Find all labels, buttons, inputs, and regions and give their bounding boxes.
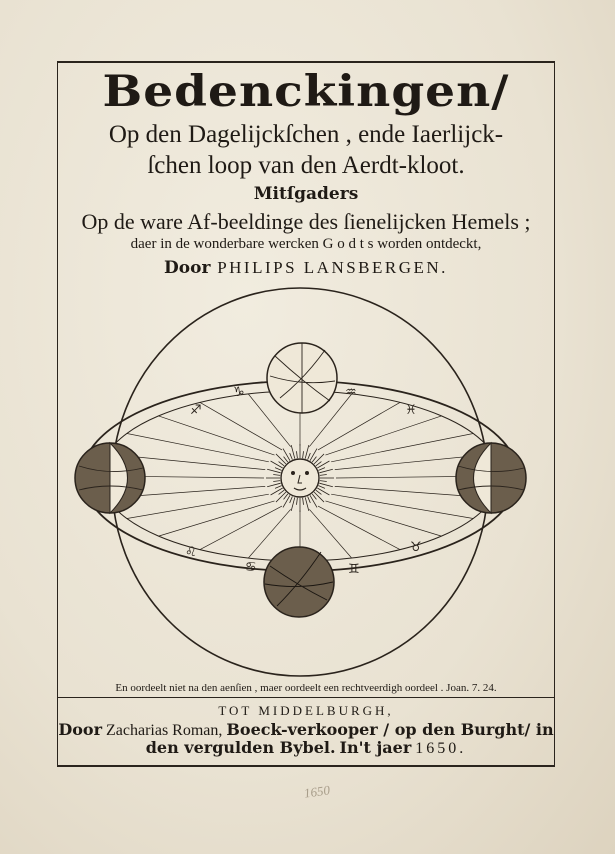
page-title: Bedenckingen/	[102, 66, 510, 117]
subtitle-line-4: daer in de wonderbare wercken G o d t s worden ontdeckt,	[130, 236, 482, 252]
zodiac-cancer-icon: ♋	[245, 560, 257, 575]
author-name: PHILIPS LANSBERGEN.	[217, 258, 448, 277]
earth-orbit-engraving	[65, 286, 551, 678]
bottom-rule	[57, 765, 555, 767]
zodiac-gemini-icon: ♊	[348, 562, 360, 577]
globe-top-icon	[267, 343, 337, 413]
author-prefix: Door	[164, 258, 211, 278]
imprint-sign-name: den vergulden Bybel.	[145, 738, 336, 757]
subtitle-line-3: Op de ware Af-beeldinge des ſienelijcken Hemels ;	[81, 209, 531, 234]
globe-right-icon	[456, 443, 526, 513]
zodiac-taurus-icon: ♉	[410, 540, 422, 555]
mitsgaders-heading: Mitſgaders	[253, 184, 359, 204]
zodiac-capricorn-icon: ♑	[233, 385, 245, 400]
scripture-quote: En oordeelt niet na den aenſien , maer oordeelt een rechtveerdigh oordeel . Joan. 7. 24.	[115, 682, 497, 694]
imprint-place: TOT MIDDELBURGH,	[218, 703, 394, 718]
imprint-year-prefix: In't jaer	[339, 738, 412, 757]
subtitle-line-2: ſchen loop van den Aerdt-kloot.	[147, 152, 465, 179]
zodiac-aquarius-icon: ♒	[345, 385, 357, 400]
imprint-year: 1650.	[415, 740, 467, 757]
zodiac-leo-icon: ♌	[185, 545, 197, 560]
imprint-publisher	[57, 720, 555, 740]
sun-icon	[281, 459, 319, 497]
zodiac-pisces-icon: ♓	[405, 403, 417, 418]
author-line	[57, 258, 555, 278]
handwritten-note: 1650	[303, 782, 331, 801]
zodiac-sagittarius-icon: ♐	[190, 403, 202, 418]
subtitle-line-1: Op den Dagelijckſchen , ende Iaerlijck-	[108, 121, 504, 148]
imprint-door: Door	[58, 720, 102, 739]
middle-rule	[57, 697, 555, 698]
globe-left-icon	[75, 443, 145, 513]
top-rule	[57, 61, 555, 63]
imprint-name: Zacharias Roman,	[106, 722, 223, 739]
globe-bottom-icon	[264, 547, 334, 617]
imprint-trade: Boeck-verkooper / op den Burght/ in	[226, 720, 554, 739]
imprint-sign	[57, 738, 555, 758]
